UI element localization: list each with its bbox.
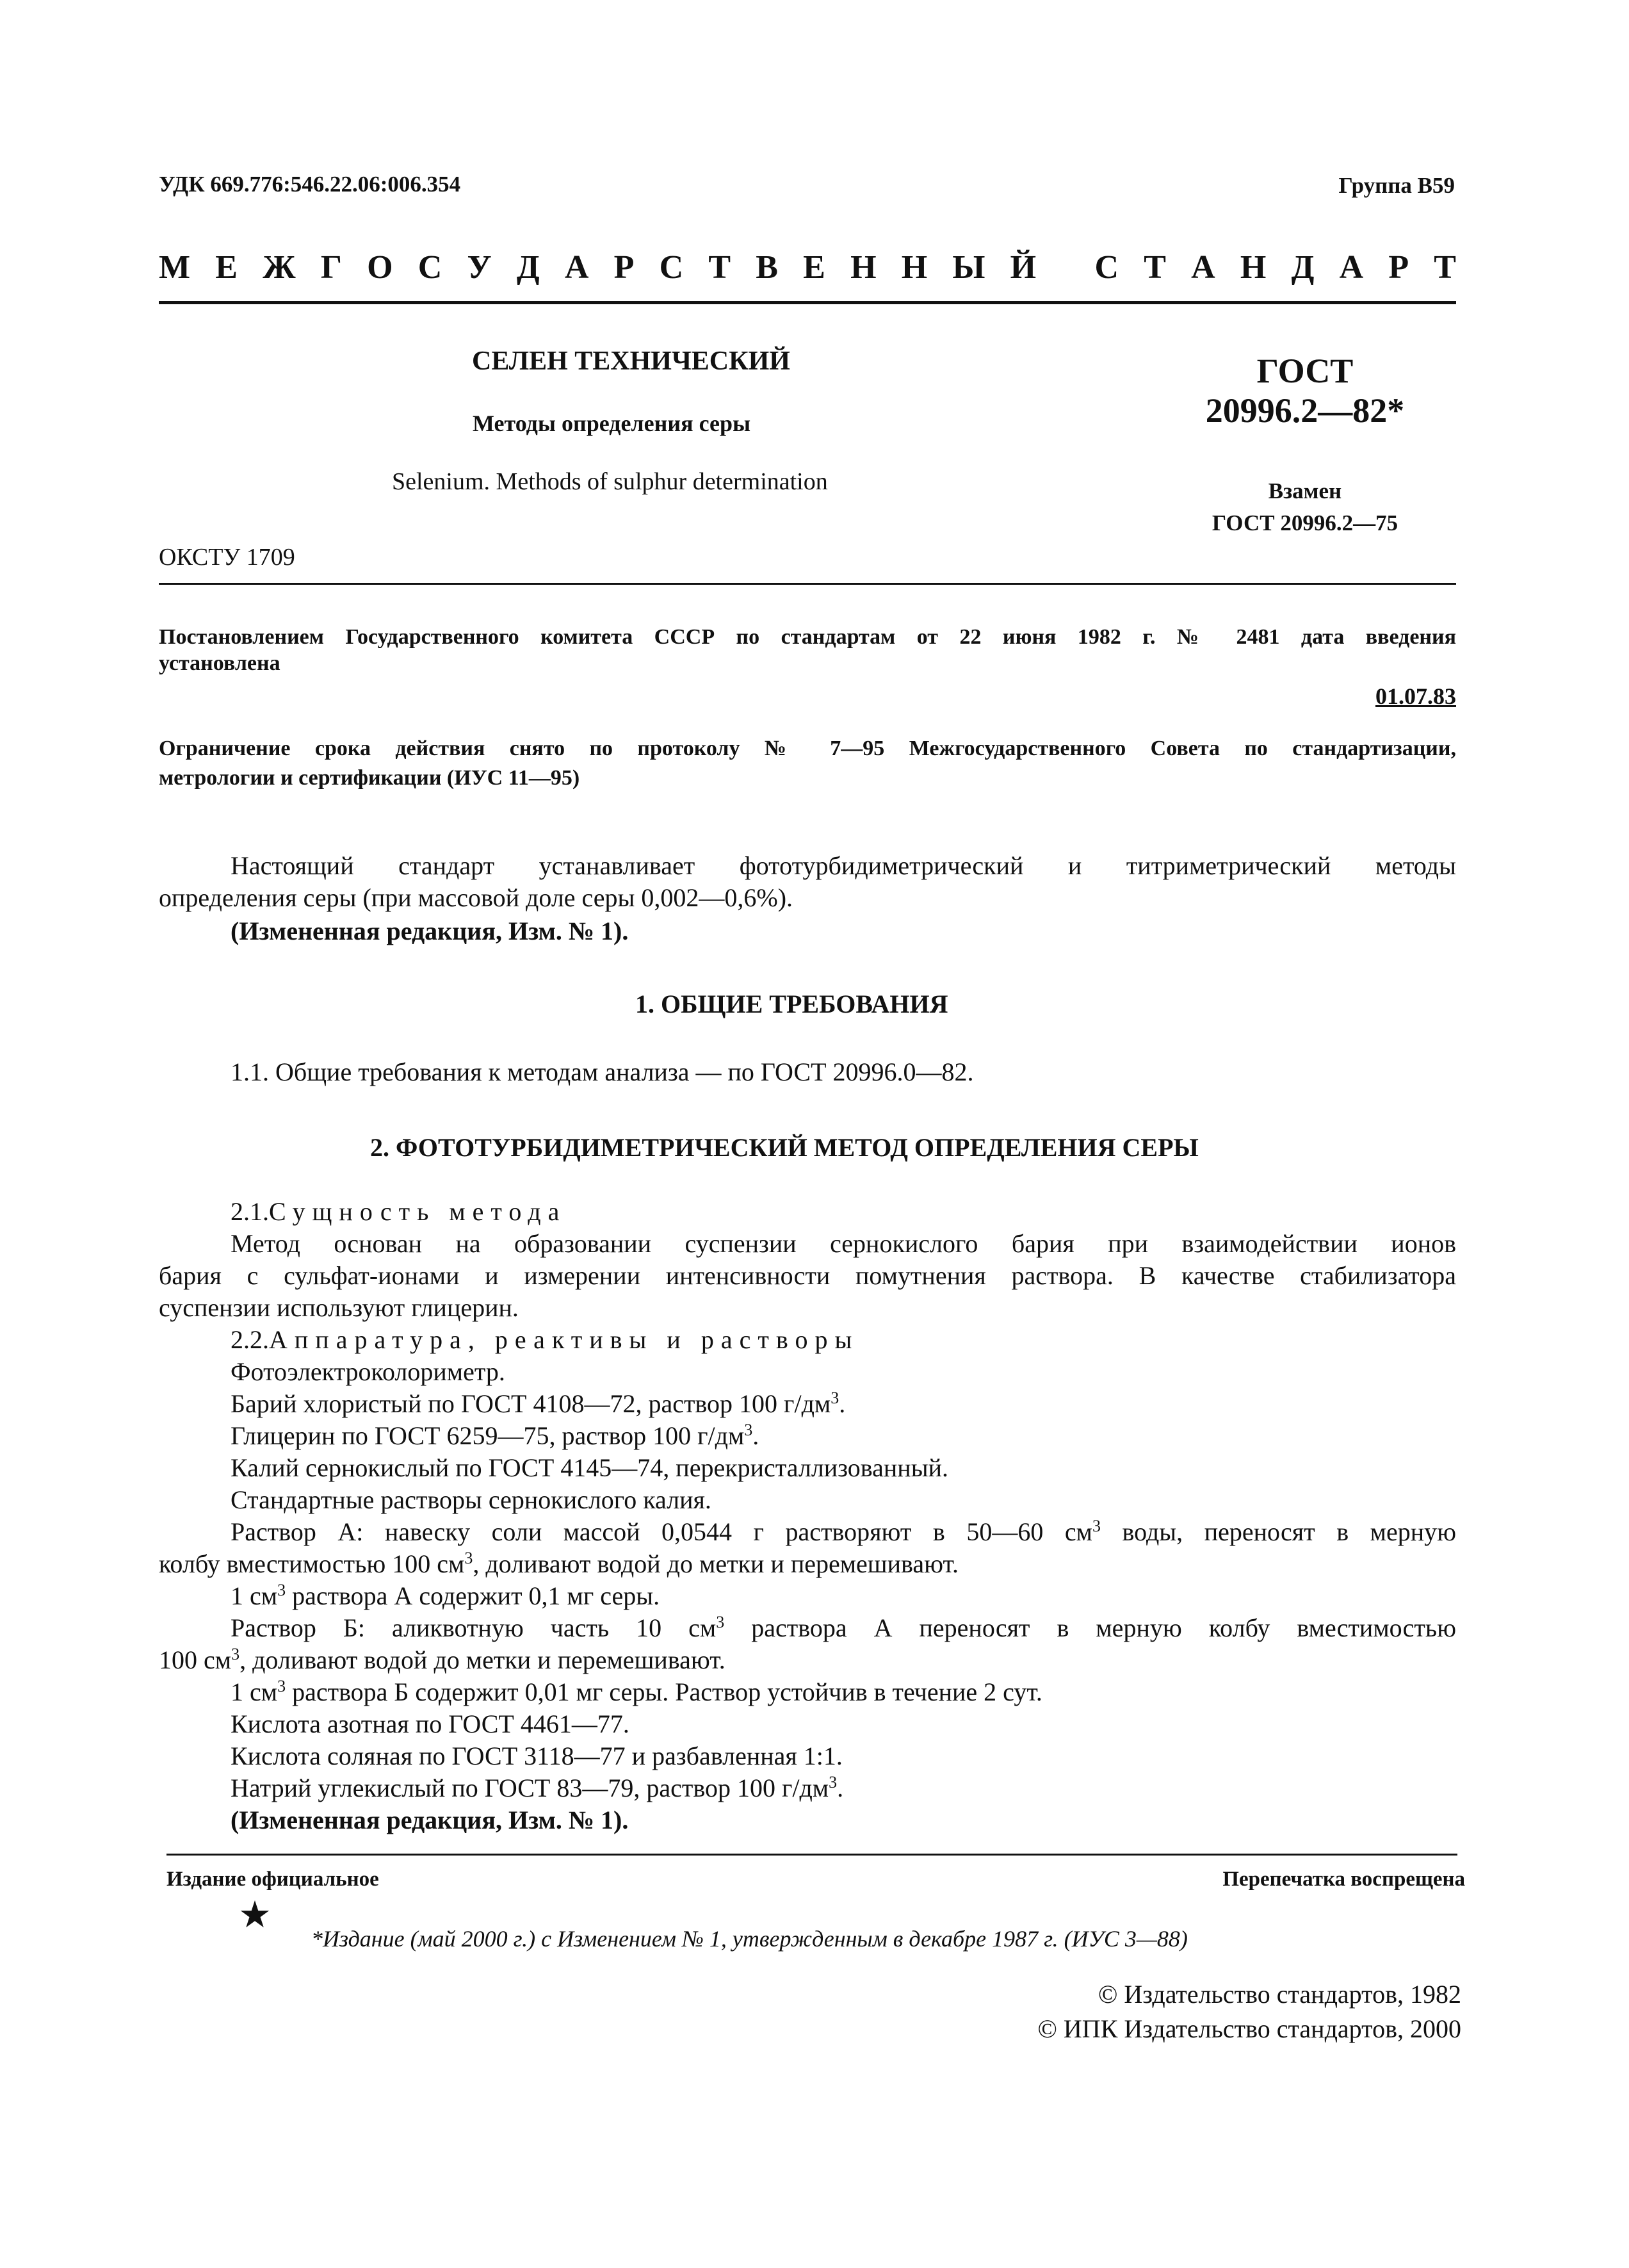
glycerin-line	[231, 1421, 759, 1451]
group-code: Группа В59	[1338, 173, 1455, 198]
intro-line-1: Настоящий стандарт устанавливает фототурбидиметрический и титриметрический методы	[231, 851, 1456, 880]
item-2-2-title: Аппаратура, реактивы и растворы	[269, 1325, 859, 1354]
solution-b-content: раствора Б содержит 0,01 мг серы. Раствор устойчив в течение 2 сут.	[286, 1677, 1042, 1706]
heading-letter: Е	[215, 249, 238, 286]
heading-letter: Ы	[952, 249, 985, 286]
heading-letter: Р	[1388, 249, 1409, 286]
limitation-line-2: метрологии и сертификации (ИУС 11—95)	[159, 766, 580, 790]
item-2-2-number: 2.2.	[231, 1325, 269, 1354]
item-2-1-heading	[231, 1196, 566, 1227]
solution-a-line-1	[231, 1517, 1456, 1547]
heading-letter: Н	[1240, 249, 1267, 286]
heading-letter: Т	[1434, 249, 1456, 286]
hydrochloric-acid-line: Кислота соляная по ГОСТ 3118—77 и разбавленная 1:1.	[231, 1742, 843, 1770]
heading-letter: Г	[320, 249, 342, 286]
nitric-acid-line: Кислота азотная по ГОСТ 4461—77.	[231, 1709, 629, 1738]
period: .	[837, 1774, 844, 1802]
intro-amendment: (Измененная редакция, Изм. № 1).	[231, 917, 629, 945]
effective-date: 01.07.83	[1375, 683, 1456, 709]
gost-designation	[1203, 351, 1407, 430]
heading-letter: В	[756, 249, 778, 286]
heading-letter: М	[159, 249, 191, 286]
heading-letter: Т	[708, 249, 731, 286]
gost-number: 20996.2—82*	[1205, 391, 1405, 430]
solution-a-line-2	[159, 1549, 959, 1579]
standard-type-heading	[159, 249, 1456, 286]
period: .	[752, 1421, 759, 1450]
solution-b-text-2: 100 см	[159, 1645, 232, 1674]
solution-b-volume: 1 см	[231, 1677, 278, 1706]
heading-letter: Ж	[263, 249, 296, 286]
replaces-value: ГОСТ 20996.2—75	[1212, 510, 1398, 535]
reprint-prohibited-label: Перепечатка воспрещена	[1222, 1868, 1465, 1891]
solution-a-text-2: колбу вместимостью 100 см	[159, 1549, 465, 1578]
solution-a-content-line	[231, 1581, 660, 1611]
english-title: Selenium. Methods of sulphur determination	[392, 468, 828, 495]
heading-letter: А	[1191, 249, 1215, 286]
solution-b-text-1: Раствор Б: аликвотную часть 10 см	[231, 1613, 717, 1642]
section-2-amendment: (Измененная редакция, Изм. № 1).	[231, 1806, 629, 1834]
solution-b-content-line	[231, 1677, 1042, 1707]
solution-a-text-1: Раствор А: навеску соли массой 0,0544 г растворяют в 50—60 см	[231, 1517, 1092, 1546]
heading-letter: Е	[803, 249, 825, 286]
okstu-code: ОКСТУ 1709	[159, 544, 295, 571]
superscript: 3	[277, 1581, 286, 1599]
document-subtitle: Методы определения серы	[473, 411, 751, 436]
sodium-carbonate-line	[231, 1773, 843, 1803]
star-icon: ★	[238, 1894, 272, 1936]
title-rule	[159, 583, 1456, 585]
section-2-heading: 2. ФОТОТУРБИДИМЕТРИЧЕСКИЙ МЕТОД ОПРЕДЕЛЕНИЯ СЕРЫ	[370, 1133, 1199, 1162]
heading-letter: С	[417, 249, 442, 286]
solution-a-volume: 1 см	[231, 1581, 278, 1610]
standard-solutions-line: Стандартные растворы сернокислого калия.	[231, 1485, 711, 1514]
potassium-line: Калий сернокислый по ГОСТ 4145—74, перекристаллизованный.	[231, 1453, 948, 1482]
solution-a-content: раствора А содержит 0,1 мг серы.	[286, 1581, 660, 1610]
superscript: 3	[716, 1613, 725, 1631]
heading-letter: Н	[850, 249, 877, 286]
edition-note: *Издание (май 2000 г.) с Изменением № 1, утвержденным в декабре 1987 г. (ИУС 3—88)	[311, 1926, 1188, 1952]
replaces-block	[1196, 475, 1414, 539]
heading-letter: Р	[613, 249, 635, 286]
photocolorimeter-line: Фотоэлектроколориметр.	[231, 1357, 505, 1386]
heading-letter: Т	[1144, 249, 1166, 286]
heading-letter: А	[1339, 249, 1364, 286]
heading-letter: Н	[901, 249, 928, 286]
barium-text: Барий хлористый по ГОСТ 4108—72, раствор 100 г/дм	[231, 1389, 831, 1418]
item-1-1: 1.1. Общие требования к методам анализа — по ГОСТ 20996.0—82.	[231, 1057, 974, 1086]
heading-letter: Д	[516, 249, 540, 286]
superscript: 3	[231, 1645, 240, 1663]
superscript: 3	[464, 1549, 473, 1567]
copyright-2000: © ИПК Издательство стандартов, 2000	[1037, 2014, 1461, 2043]
item-2-1-title: Сущность метода	[269, 1197, 567, 1226]
heading-letter: Д	[1291, 249, 1315, 286]
glycerin-text: Глицерин по ГОСТ 6259—75, раствор 100 г/дм	[231, 1421, 745, 1450]
superscript: 3	[277, 1677, 286, 1695]
intro-line-2: определения серы (при массовой доле серы 0,002—0,6%).	[159, 883, 793, 912]
official-edition-label: Издание официальное	[166, 1868, 379, 1891]
essence-line-1: Метод основан на образовании суспензии сернокислого бария при взаимодействии ионов	[231, 1229, 1456, 1258]
sodium-text: Натрий углекислый по ГОСТ 83—79, раствор 100 г/дм	[231, 1774, 829, 1802]
limitation-line-1: Ограничение срока действия снято по протоколу № 7—95 Межгосударственного Совета по стандартизации,	[159, 737, 1456, 760]
heading-letter: Й	[1010, 249, 1037, 286]
heading-space	[1061, 249, 1069, 286]
heading-letter: О	[367, 249, 393, 286]
period: .	[839, 1389, 846, 1418]
footer-rule	[166, 1854, 1457, 1856]
solution-a-text-1b: воды, переносят в мерную	[1100, 1517, 1456, 1546]
barium-line	[231, 1389, 845, 1419]
decree-line-2: установлена	[159, 651, 280, 675]
document-title: СЕЛЕН ТЕХНИЧЕСКИЙ	[472, 347, 790, 376]
essence-line-2: бария с сульфат-ионами и измерении интенсивности помутнения раствора. В качестве стабилизатора	[159, 1261, 1456, 1290]
superscript: 3	[1092, 1517, 1101, 1535]
gost-label: ГОСТ	[1256, 352, 1354, 390]
solution-a-text-2b: , доливают водой до метки и перемешивают.	[473, 1549, 959, 1578]
superscript: 3	[744, 1421, 753, 1439]
solution-b-line-1	[231, 1613, 1456, 1643]
heading-letter: А	[564, 249, 589, 286]
essence-line-3: суспензии используют глицерин.	[159, 1293, 519, 1322]
heading-letter: У	[467, 249, 492, 286]
copyright-1982: © Издательство стандартов, 1982	[1098, 1980, 1461, 2009]
section-1-heading: 1. ОБЩИЕ ТРЕБОВАНИЯ	[635, 990, 948, 1018]
superscript: 3	[829, 1773, 838, 1791]
top-rule	[159, 301, 1456, 304]
solution-b-line-2	[159, 1645, 725, 1675]
decree-line-1: Постановлением Государственного комитета СССР по стандартам от 22 июня 1982 г. № 2481 дата введения	[159, 625, 1456, 649]
heading-letter: С	[659, 249, 684, 286]
solution-b-text-2b: , доливают водой до метки и перемешивают.	[239, 1645, 725, 1674]
replaces-label: Взамен	[1268, 478, 1342, 503]
item-2-2-heading	[231, 1325, 859, 1355]
item-2-1-number: 2.1.	[231, 1197, 269, 1226]
heading-letter: С	[1094, 249, 1119, 286]
solution-b-text-1b: раствора А переносят в мерную колбу вместимостью	[724, 1613, 1457, 1642]
udc-code: УДК 669.776:546.22.06:006.354	[159, 172, 461, 197]
superscript: 3	[831, 1389, 839, 1407]
